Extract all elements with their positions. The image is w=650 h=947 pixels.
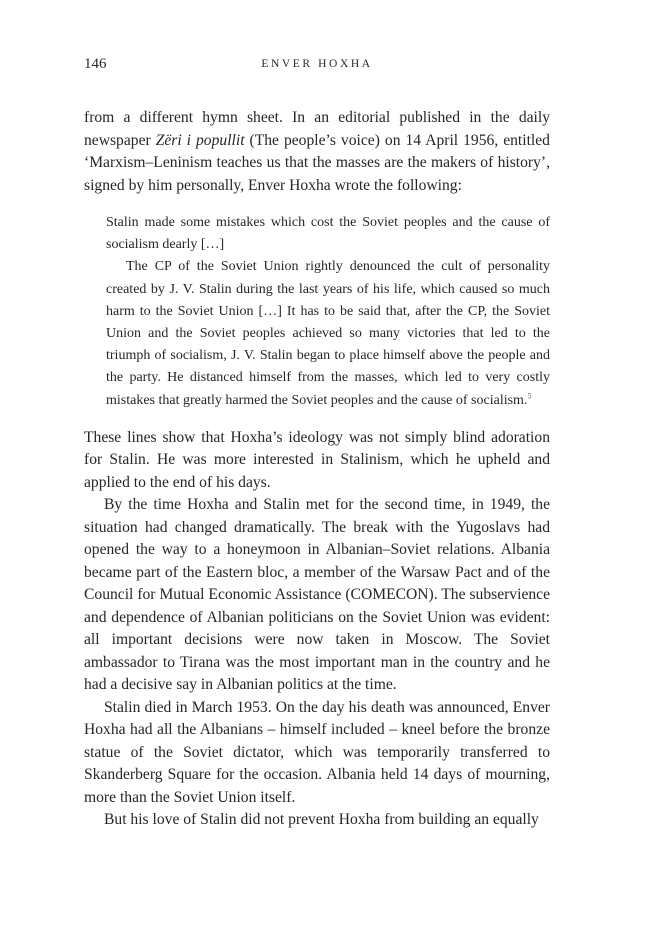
body-text: [84, 107, 550, 832]
paragraph-stalin-death: Stalin died in March 1953. On the day his death was announced, Enver Hoxha had all the Albanians – himself included – kneel before the bronze statue of the Soviet dictator, which was temporarily transferred to Skanderberg Square for the occasion. Albania held 14 days of mourning, more than the Soviet Union itself.: [84, 698, 550, 806]
newspaper-title: Zëri i popullit: [155, 131, 245, 149]
footnote-reference[interactable]: 5: [527, 390, 532, 400]
block-quote: [106, 212, 550, 412]
quote-paragraph-1: Stalin made some mistakes which cost the Soviet peoples and the cause of socialism dearly […]: [106, 215, 550, 253]
running-title: ENVER HOXHA: [261, 58, 373, 70]
quote-paragraph-2: [106, 256, 550, 411]
quote-paragraph-2-text: The CP of the Soviet Union rightly denounced the cult of personality created by J. V. Stalin during the last years of his life, which caused so much harm to the Soviet Union […] It has to be said that, after the CP, the Soviet Union and the Soviet peoples achieved so many victories that led to the triumph of socialism, J. V. Stalin began to place himself above the people and the party. He distanced himself from the masses, which led to very costly mistakes that greatly harmed the Soviet peoples and the cause of socialism.: [106, 259, 550, 408]
running-head: [84, 56, 550, 76]
paragraph-hoxha-ideology: These lines show that Hoxha’s ideology was not simply blind adoration for Stalin. He was more interested in Stalinism, which he upheld and applied to the end of his days.: [84, 428, 550, 491]
page-number: 146: [84, 56, 107, 72]
paragraph-second-meeting: By the time Hoxha and Stalin met for the second time, in 1949, the situation had changed dramatically. The break with the Yugoslavs had opened the way to a honeymoon in Albanian–Soviet relations. Albania became part of the Eastern bloc, a member of the Warsaw Pact and of the Council for Mutual Economic Assistance (COMECON). The subservience and dependence of Albanian politicians on the Soviet Union was evident: all important decisions were now taken in Moscow. The Soviet ambassador to Tirana was the most important man in the country and he had a decisive say in Albanian politics at the time.: [84, 496, 550, 694]
paragraph-intro-text: from a different hymn sheet. In an editorial published in the daily newspaper: [84, 109, 550, 149]
paragraph-intro: [84, 107, 550, 197]
paragraph-intro-text-end: (The people’s voice) on 14 April 1956, entitled ‘Marxism–Leninism teaches us that the masses are the makers of history’, signed by him personally, Enver Hoxha wrote the following:: [84, 131, 550, 194]
paragraph-love-of-stalin: But his love of Stalin did not prevent Hoxha from building an equally: [104, 811, 539, 829]
